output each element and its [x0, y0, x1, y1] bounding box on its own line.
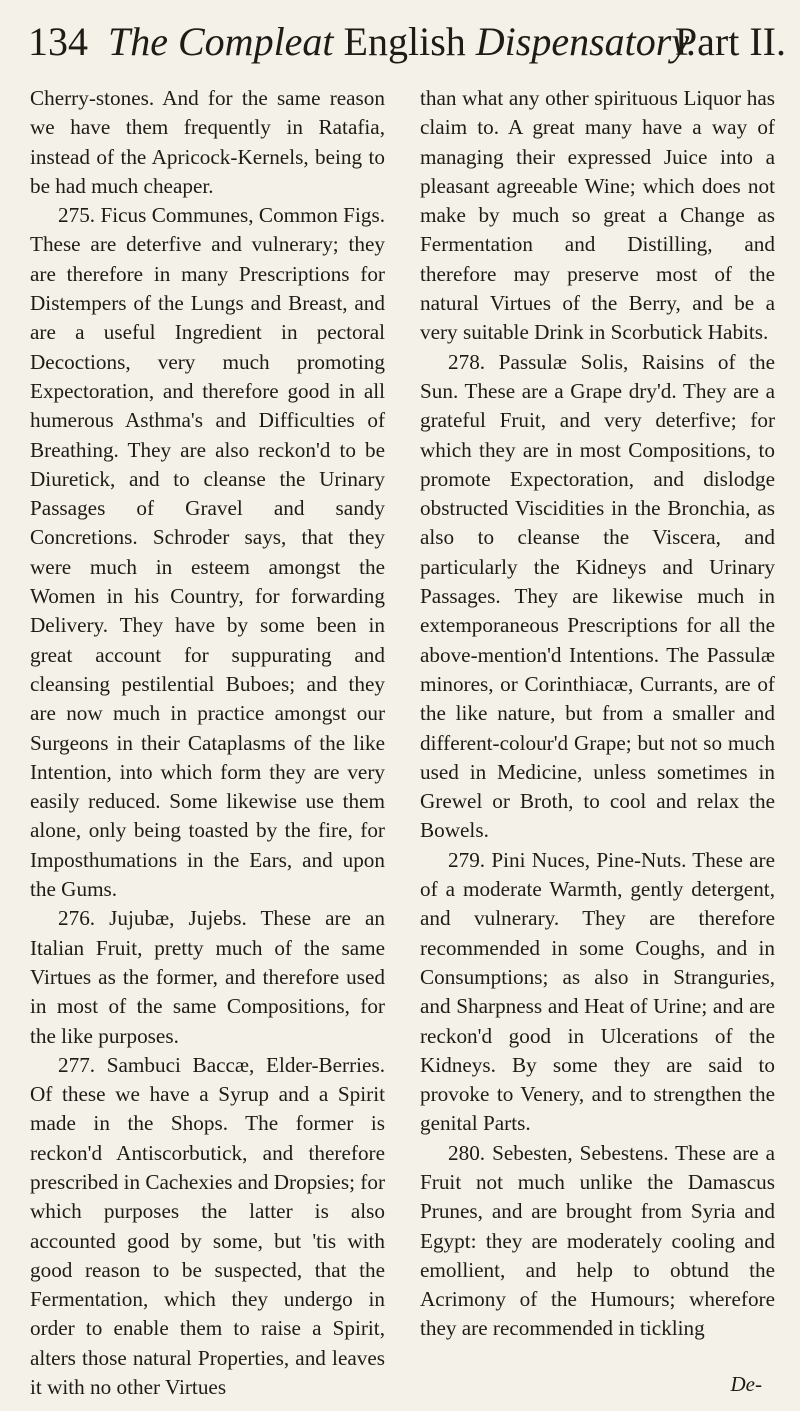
page-number: 134	[28, 19, 88, 64]
paragraph: than what any other spirituous Liquor has claim to. A great many have a way of managing their expressed Juice into a pleasant agreeable Wine; which does not make by much so great a Change as Fermentation and Distilling, and therefore may preserve most of the natural Virtues of the Berry, and be a very suitable Drink in Scorbutick Habits.	[420, 86, 775, 345]
running-header	[28, 18, 788, 88]
part-label: Part II.	[674, 19, 786, 64]
entry-276: 276. Jujubæ, Jujebs. These are an Italian Fruit, pretty much of the same Virtues as the former, and therefore used in most of the same Compositions, for the like purposes.	[30, 906, 385, 1048]
right-column	[420, 84, 775, 1344]
entry-279: 279. Pini Nuces, Pine-Nuts. These are of a moderate Warmth, gently detergent, and vulnerary. They are therefore recommended in some Coughs, and in Consumptions; as also in Stranguries, and Sharpness and Heat of Urine; and are reckon'd good in Ulcerations of the Kidneys. By some they are said to provoke to Venery, and to strengthen the genital Parts.	[420, 847, 775, 1136]
entry-275: 275. Ficus Communes, Common Figs. These are deterfive and vulnerary; they are therefore in many Prescriptions for Distempers of the Lungs and Breast, and are a useful Ingredient in pectoral Decoctions, very much promoting Expectoration, and therefore good in all humerous Asthma's and Difficulties of Breathing. They are also reckon'd to be Diuretick, and to cleanse the Urinary Passages of Gravel and sandy Concretions. Schroder says, that they were much in esteem amongst the Women in his Country, for forwarding Delivery. They have by some been in great account for suppurating and cleansing pestilential Buboes; and they are now much in practice amongst our Surgeons in their Cataplasms of the like Intention, into which form they are very easily reduced. Some likewise use them alone, only being toasted by the fire, for Imposthumations in the Ears, and upon the Gums.	[30, 203, 385, 902]
paragraph: Cherry-stones. And for the same reason we have them frequently in Ratafia, instead of the Apricock-Kernels, being to be had much cheaper.	[30, 86, 385, 198]
title-italic-1: The Compleat	[108, 19, 334, 64]
title-roman: English	[343, 19, 466, 64]
title-italic-2: Dispensatory.	[475, 19, 697, 64]
left-column	[30, 84, 385, 1402]
entry-280: 280. Sebesten, Sebestens. These are a Fruit not much unlike the Damascus Prunes, and are brought from Syria and Egypt: they are moderately cooling and emollient, and help to obtund the Acrimony of the Humours; wherefore they are recommended in tickling	[420, 1140, 775, 1341]
entry-278: 278. Passulæ Solis, Raisins of the Sun. These are a Grape dry'd. They are a grateful Fruit, and very deterfive; for which they are in most Compositions, to promote Expectoration, and dislodge obstructed Viscidities in the Bronchia, as also to cleanse the Viscera, and particularly the Kidneys and Urinary Passages. They are likewise much in extemporaneous Prescriptions for all the above-mention'd Intentions. The Passulæ minores, or Corinthiacæ, Currants, are of the like nature, but from a smaller and different-colour'd Grape; but not so much used in Medicine, unless sometimes in Grewel or Broth, to cool and relax the Bowels.	[420, 349, 775, 843]
catchword: De-	[730, 1372, 762, 1396]
running-title	[108, 18, 697, 65]
entry-277: 277. Sambuci Baccæ, Elder-Berries. Of these we have a Syrup and a Spirit made in the Shops. The former is reckon'd Antiscorbutick, and therefore prescribed in Cachexies and Dropsies; for which purposes the latter is also accounted good by some, but 'tis with good reason to be suspected, that the Fermentation, which they undergo in order to enable them to raise a Spirit, alters those natural Properties, and leaves it with no other Virtues	[30, 1052, 385, 1400]
